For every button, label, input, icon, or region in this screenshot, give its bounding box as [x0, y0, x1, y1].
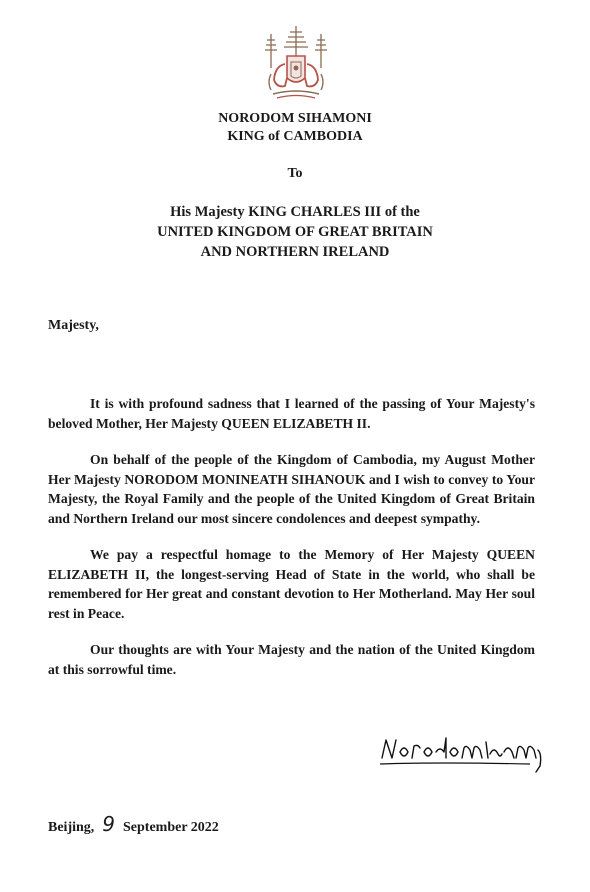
salutation: Majesty, [48, 318, 99, 333]
sender-title: KING of CAMBODIA [227, 129, 363, 144]
paragraph-2: On behalf of the people of the Kingdom of Cambodia, my August Mother Her Majesty NORODOM MONINEATH SIHANOUK and I wish to convey to Your Majesty, the Royal Family and the people of the United Kingdom of Great Britain and Northern Ireland our most sincere condolences and deepest sympathy. [48, 452, 535, 526]
paragraph-1: It is with profound sadness that I learned of the passing of Your Majesty's beloved Mother, Her Majesty QUEEN ELIZABETH II. [48, 396, 535, 431]
recipient-line-3: AND NORTHERN IRELAND [200, 244, 390, 260]
sender-name: NORODOM SIHAMONI [218, 111, 372, 126]
dateline [48, 812, 219, 836]
handwritten-signature [378, 728, 548, 774]
paragraph-3: We pay a respectful homage to the Memory of Her Majesty QUEEN ELIZABETH II, the longest-serving Head of State in the world, who shall be remembered for Her great and constant devotion to Her Motherland. May Her soul rest in Peace. [48, 547, 535, 621]
royal-arms-crest-icon [257, 24, 335, 102]
paragraph-4: Our thoughts are with Your Majesty and the nation of the United Kingdom at this sorrowful time. [48, 642, 535, 677]
recipient-block [0, 202, 590, 262]
sender-block [0, 110, 590, 146]
date-place: Beijing, [48, 820, 95, 835]
letter-body [48, 394, 535, 696]
to-label: To [287, 166, 303, 181]
date-day: 9 [102, 812, 116, 836]
recipient-line-1: His Majesty KING CHARLES III of the [170, 204, 420, 220]
recipient-line-2: UNITED KINGDOM OF GREAT BRITAIN [157, 224, 433, 240]
date-month-year: September 2022 [123, 820, 219, 835]
